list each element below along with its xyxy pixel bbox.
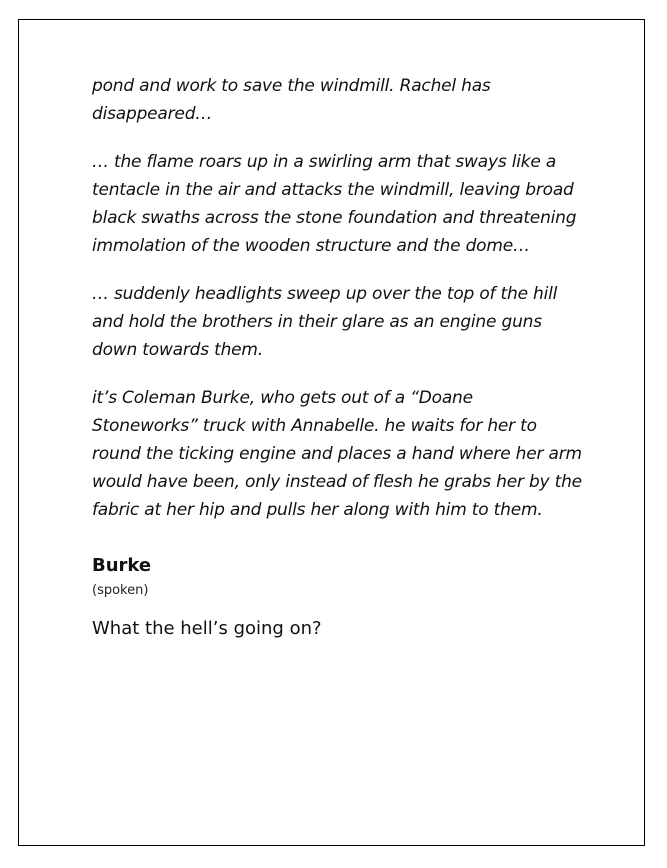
page-content — [92, 72, 582, 642]
script-page — [18, 19, 645, 846]
action-paragraph: … the flame roars up in a swirling arm that sways like a tentacle in the air and attacks the windmill, leaving broad black swaths across the stone foundation and threatening immolation of the wooden structure and the dome… — [92, 152, 577, 256]
parenthetical: (spoken) — [92, 583, 149, 598]
action-paragraph: … suddenly headlights sweep up over the top of the hill and hold the brothers in their glare as an engine guns down towards them. — [92, 284, 558, 360]
action-paragraph: it’s Coleman Burke, who gets out of a “Doane Stoneworks” truck with Annabelle. he waits for her to round the ticking engine and places a hand where her arm would have been, only instead of flesh he grabs her by the fabric at her hip and pulls her along with him to them. — [92, 388, 582, 520]
character-name: Burke — [92, 555, 152, 576]
dialogue-line: What the hell’s going on? — [92, 618, 322, 639]
action-paragraph: pond and work to save the windmill. Rachel has disappeared… — [92, 76, 491, 124]
